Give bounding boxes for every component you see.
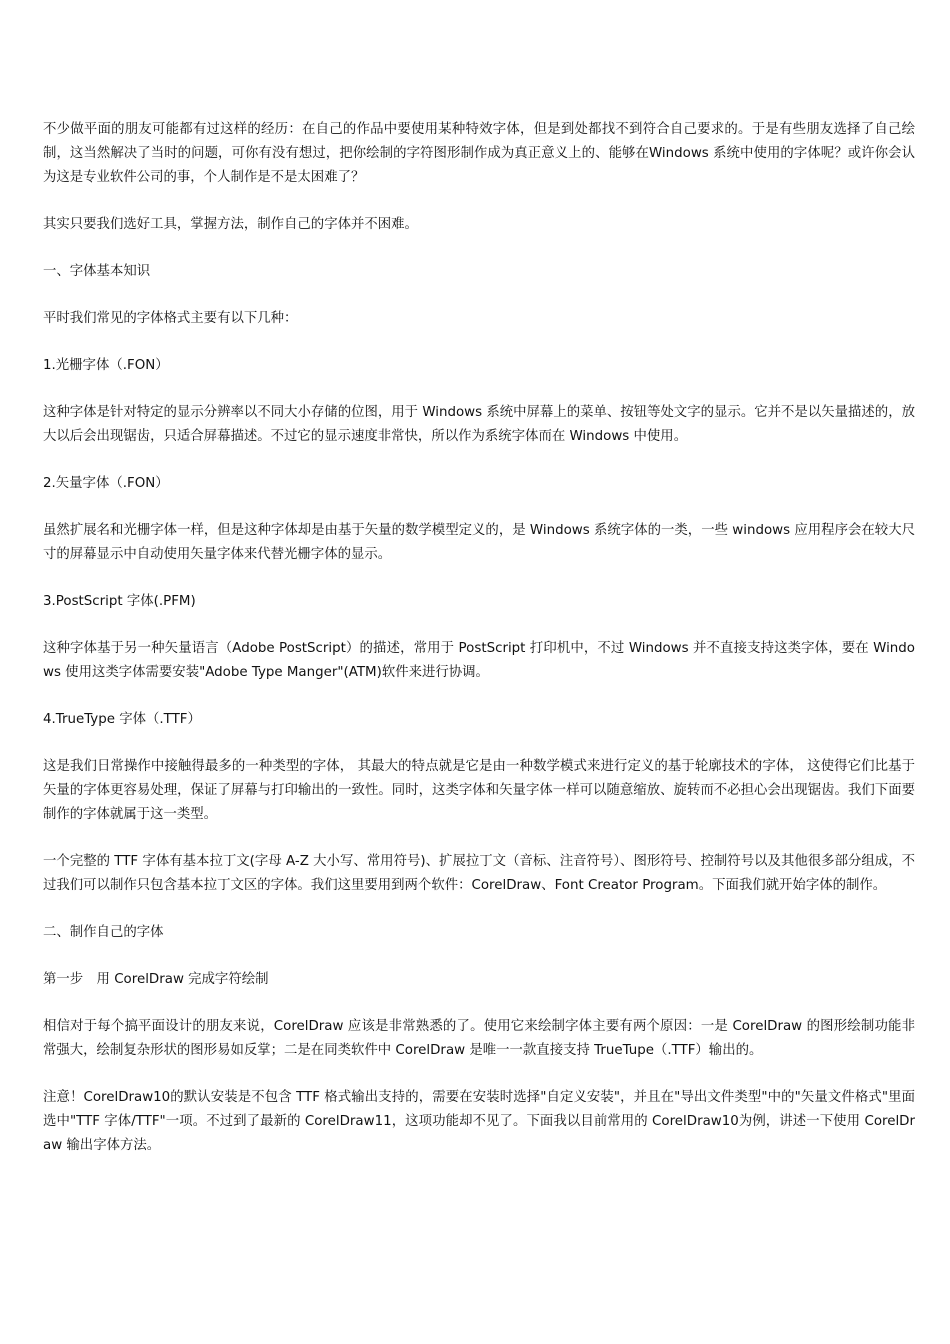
paragraph-coreldraw-note: 注意！CorelDraw10的默认安装是不包含 TTF 格式输出支持的，需要在安装时选择"自定义安装"，并且在"导出文件类型"中的"矢量文件格式"里面选中"TTF 字体/TTF"一项。不过到了最新的 CorelDraw11，这项功能却不见了。下面我以目前常用的 CorelDraw10为例，讲述一下使用 CorelDraw 输出字体方法。 (43, 1090, 915, 1153)
paragraph-vector-font: 虽然扩展名和光栅字体一样，但是这种字体却是由基于矢量的数学模型定义的，是 Windows 系统字体的一类，一些 windows 应用程序会在较大尺寸的屏幕显示中自动使用矢量字体来代替光栅字体的显示。 (43, 523, 915, 562)
step-heading-coreldraw: 第一步 用 CorelDraw 完成字符绘制 (43, 972, 269, 987)
paragraph-postscript-font: 这种字体基于另一种矢量语言（Adobe PostScript）的描述，常用于 PostScript 打印机中，不过 Windows 并不直接支持这类字体，要在 Windows 使用这类字体需要安装"Adobe Type Manger"(ATM)软件来进行协调。 (43, 641, 915, 680)
paragraph-intro: 不少做平面的朋友可能都有过这样的经历：在自己的作品中要使用某种特效字体，但是到处都找不到符合自己要求的。于是有些朋友选择了自己绘制，这当然解决了当时的问题，可你有没有想过，把你绘制的字符图形制作成为真正意义上的、能够在Windows 系统中使用的字体呢？或许你会认为这是专业软件公司的事，个人制作是不是太困难了？ (43, 122, 915, 185)
paragraph-truetype-font: 这是我们日常操作中接触得最多的一种类型的字体， 其最大的特点就是它是由一种数学模式来进行定义的基于轮廓技术的字体， 这使得它们比基于矢量的字体更容易处理，保证了屏幕与打印输出的一致性。同时，这类字体和矢量字体一样可以随意缩放、旋转而不必担心会出现锯齿。我们下面要制作的字体就属于这一类型。 (43, 759, 915, 822)
document-page (43, 118, 915, 1181)
section-heading-font-basics: 一、字体基本知识 (43, 264, 151, 279)
paragraph-font-formats: 平时我们常见的字体格式主要有以下几种： (43, 311, 298, 326)
paragraph-summary: 其实只要我们选好工具，掌握方法，制作自己的字体并不困难。 (43, 217, 418, 232)
section-heading-make-font: 二、制作自己的字体 (43, 925, 164, 940)
subheading-postscript-font: 3.PostScript 字体(.PFM) (43, 594, 196, 609)
paragraph-coreldraw-reasons: 相信对于每个搞平面设计的朋友来说，CorelDraw 应该是非常熟悉的了。使用它来绘制字体主要有两个原因：一是 CorelDraw 的图形绘制功能非常强大，绘制复杂形状的图形易如反掌；二是在同类软件中 CorelDraw 是唯一一款直接支持 TrueTupe（.TTF）输出的。 (43, 1019, 915, 1058)
paragraph-ttf-structure: 一个完整的 TTF 字体有基本拉丁文(字母 A-Z 大小写、常用符号)、扩展拉丁文（音标、注音符号）、图形符号、控制符号以及其他很多部分组成，不过我们可以制作只包含基本拉丁文区的字体。我们这里要用到两个软件：CorelDraw、Font Creator Program。下面我们就开始字体的制作。 (43, 854, 915, 893)
subheading-raster-font: 1.光栅字体（.FON） (43, 358, 169, 373)
paragraph-raster-font: 这种字体是针对特定的显示分辨率以不同大小存储的位图，用于 Windows 系统中屏幕上的菜单、按钮等处文字的显示。它并不是以矢量描述的，放大以后会出现锯齿，只适合屏幕描述。不过它的显示速度非常快，所以作为系统字体而在 Windows 中使用。 (43, 405, 915, 444)
subheading-truetype-font: 4.TrueType 字体（.TTF） (43, 712, 201, 727)
subheading-vector-font: 2.矢量字体（.FON） (43, 476, 169, 491)
